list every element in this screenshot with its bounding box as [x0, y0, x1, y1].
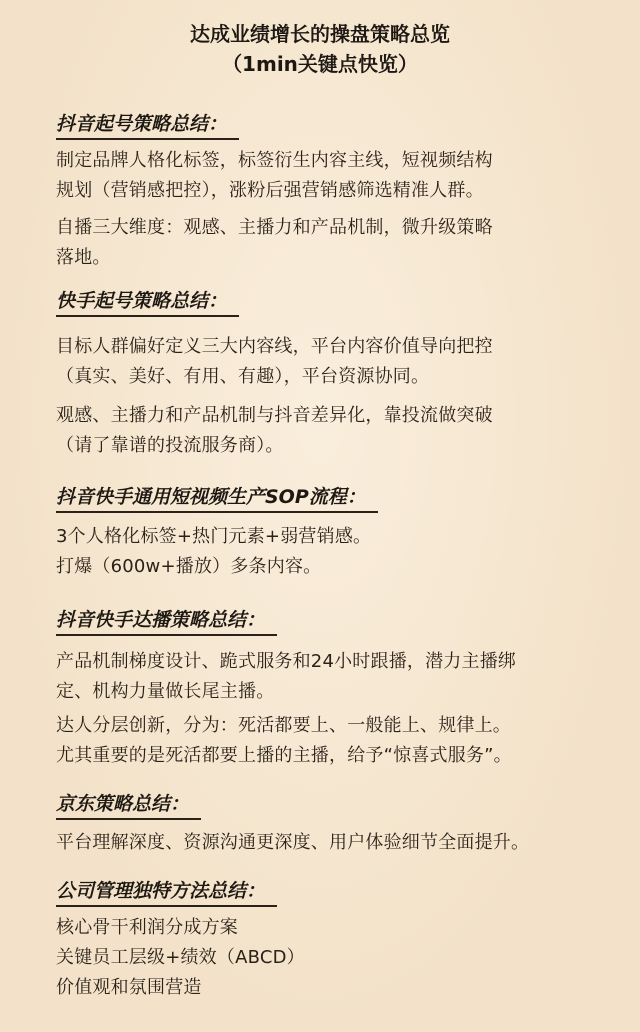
page-subtitle: （1min关键点快览）: [222, 52, 418, 76]
paragraph: 自播三大维度：观感、主播力和产品机制，微升级策略 落地。: [56, 217, 493, 268]
paragraph: 目标人群偏好定义三大内容线，平台内容价值导向把控 （真实、美好、有用、有趣），平台资源协同。: [56, 336, 493, 387]
paragraph: 3个人格化标签+热门元素+弱营销感。 打爆（600w+播放）多条内容。: [56, 526, 372, 577]
section-heading-influencer: 抖音快手达播策略总结：: [56, 607, 277, 636]
section-heading-sop: 抖音快手通用短视频生产SOP流程：: [56, 484, 378, 513]
paragraph: 平台理解深度、资源沟通更深度、用户体验细节全面提升。: [56, 832, 530, 853]
paragraph: 核心骨干利润分成方案 关键员工层级+绩效（ABCD） 价值观和氛围营造: [56, 917, 305, 998]
paragraph: 产品机制梯度设计、跪式服务和24小时跟播，潜力主播绑 定、机构力量做长尾主播。: [56, 651, 517, 702]
paragraph: 制定品牌人格化标签，标签衍生内容主线，短视频结构 规划（营销感把控），涨粉后强营销感筛选精准人群。: [56, 150, 493, 201]
paragraph: 观感、主播力和产品机制与抖音差异化，靠投流做突破 （请了靠谱的投流服务商）。: [56, 405, 493, 456]
page-title: 达成业绩增长的操盘策略总览: [190, 22, 450, 46]
section-heading-jd: 京东策略总结：: [56, 791, 201, 820]
paragraph: 达人分层创新，分为：死活都要上、一般能上、规律上。 尤其重要的是死活都要上播的主播，给予“惊喜式服务”。: [56, 715, 512, 766]
section-heading-management: 公司管理独特方法总结：: [56, 878, 277, 907]
section-heading-kuaishou-launch: 快手起号策略总结：: [56, 288, 239, 317]
section-heading-douyin-launch: 抖音起号策略总结：: [56, 111, 239, 140]
